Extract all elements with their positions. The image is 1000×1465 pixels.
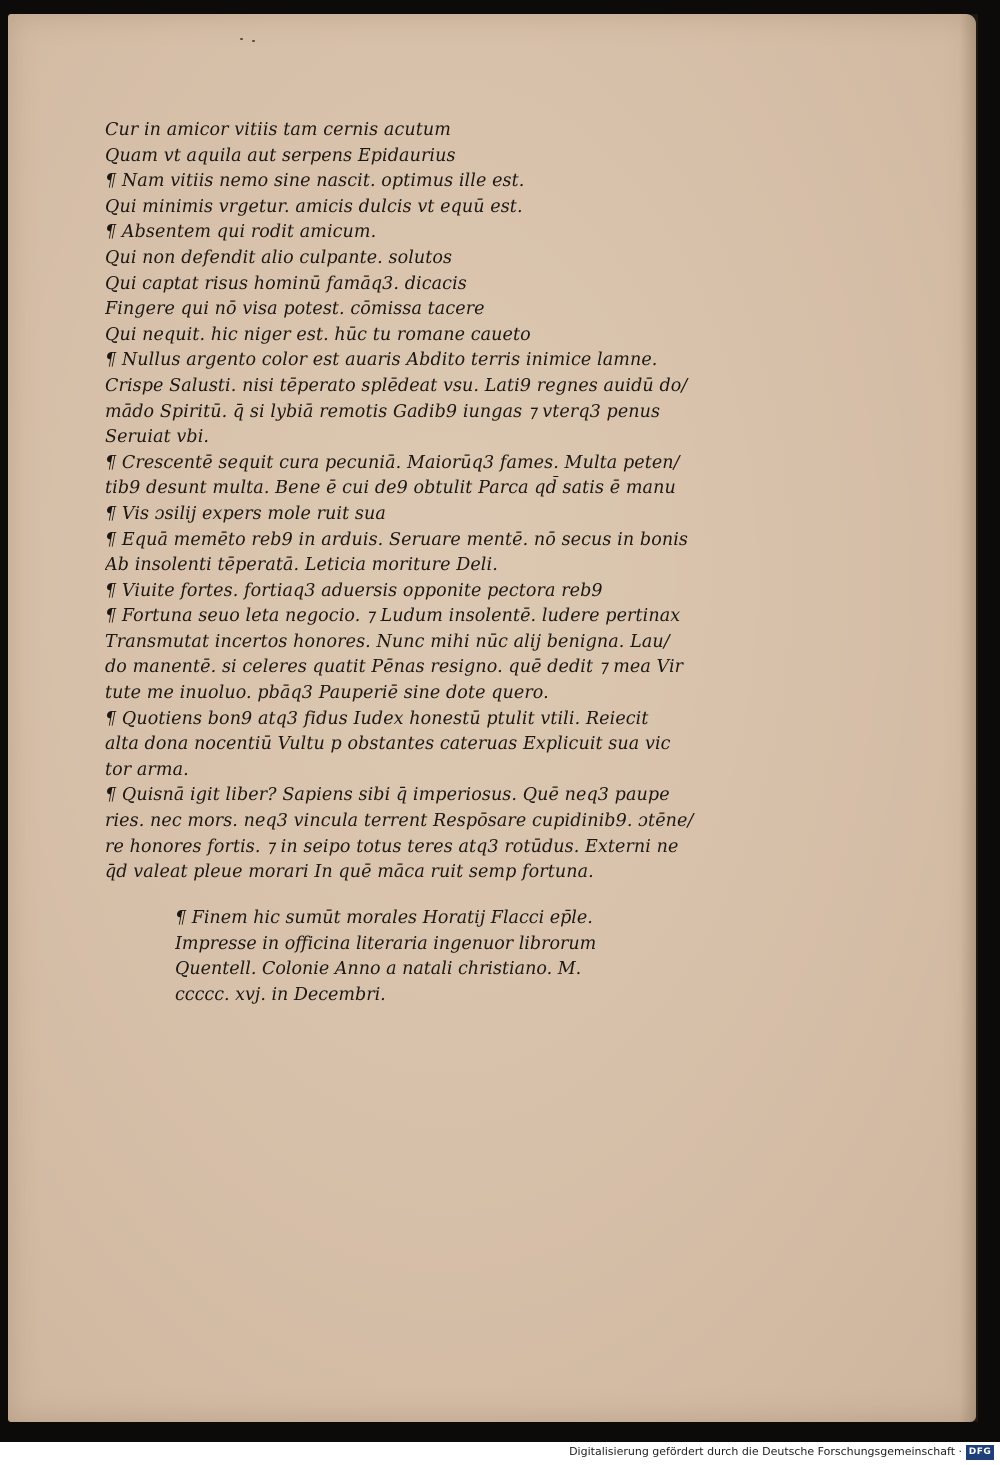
- text-line: ¶ Nullus argento color est auaris Abdito terris inimice lamne.: [105, 350, 658, 371]
- main-text: [105, 118, 745, 886]
- text-line: Quam vt aquila aut serpens Epidaurius: [105, 145, 456, 166]
- text-line: ¶ Viuite fortes. fortiaq3 aduersis opponite pectora reb9: [105, 580, 603, 601]
- text-line: tib9 desunt multa. Bene ē cui de9 obtulit Parca qd̄ satis ē manu: [105, 478, 676, 499]
- text-line: Qui minimis vrgetur. amicis dulcis vt equū est.: [105, 196, 523, 217]
- text-line: do manentē. si celeres quatit Pēnas resigno. quē dedit ⁊ mea Vir: [105, 657, 684, 678]
- text-line: ries. nec mors. neq3 vincula terrent Respōsare cupidinib9. ɔtēne/: [105, 811, 694, 832]
- paper-speck: [252, 40, 255, 42]
- text-line: mādo Spiritū. q̄ si lybiā remotis Gadib9 iungas ⁊ vterq3 penus: [105, 401, 661, 422]
- colophon: [175, 906, 675, 1008]
- text-line: ¶ Quotiens bon9 atq3 fidus Iudex honestū ptulit vtili. Reiecit: [105, 708, 649, 729]
- dfg-logo: DFG: [966, 1445, 994, 1460]
- text-line: re honores fortis. ⁊ in seipo totus teres atq3 rotūdus. Externi ne: [105, 836, 679, 857]
- text-line: Qui non defendit alio culpante. solutos: [105, 247, 453, 268]
- text-line: ¶ Equā memēto reb9 in arduis. Seruare mentē. nō secus in bonis: [105, 529, 688, 550]
- funding-credit: Digitalisierung gefördert durch die Deutsche Forschungsgemeinschaft ·: [569, 1445, 962, 1458]
- text-line: tute me inuoluo. pbāq3 Pauperiē sine dote quero.: [105, 683, 549, 704]
- text-line: Crispe Salusti. nisi tēperato splēdeat vsu. Lati9 regnes auidū do/: [105, 375, 688, 396]
- text-line: ¶ Nam vitiis nemo sine nascit. optimus ille est.: [105, 171, 525, 192]
- text-line: Qui captat risus hominū famāq3. dicacis: [105, 273, 467, 294]
- text-line: ¶ Crescentē sequit cura pecuniā. Maiorūq3 fames. Multa peten/: [105, 452, 680, 473]
- text-line: Cur in amicor vitiis tam cernis acutum: [105, 120, 451, 140]
- text-line: Transmutat incertos honores. Nunc mihi nūc alij benigna. Lau/: [105, 631, 670, 652]
- text-line: alta dona nocentiū Vultu p obstantes cateruas Explicuit sua vic: [105, 734, 671, 755]
- text-line: ¶ Quisnā igit liber? Sapiens sibi q̄ imperiosus. Quē neq3 paupe: [105, 785, 670, 806]
- text-line: Ab insolenti tēperatā. Leticia moriture Deli.: [105, 555, 498, 576]
- text-line: tor arma.: [105, 759, 189, 780]
- colophon-line: ccccc. xvj. in Decembri.: [175, 984, 386, 1005]
- text-line: ¶ Absentem qui rodit amicum.: [105, 222, 377, 243]
- paper-speck: [240, 38, 243, 40]
- text-line: ¶ Fortuna seuo leta negocio. ⁊ Ludum insolentē. ludere pertinax: [105, 606, 681, 627]
- text-line: Seruiat vbi.: [105, 427, 210, 448]
- text-line: Fingere qui nō visa potest. cōmissa tacere: [105, 299, 485, 320]
- text-line: Qui nequit. hic niger est. hūc tu romane caueto: [105, 324, 531, 345]
- colophon-line: ¶ Finem hic sumūt morales Horatij Flacci ep̄le.: [175, 908, 593, 928]
- footer-bar: [0, 1442, 1000, 1465]
- text-line: q̄d valeat pleue morari In quē māca ruit semp fortuna.: [105, 862, 594, 883]
- text-line: ¶ Vis ɔsilij expers mole ruit sua: [105, 503, 386, 524]
- colophon-line: Impresse in officina literaria ingenuor librorum: [175, 933, 597, 954]
- colophon-line: Quentell. Colonie Anno a natali christiano. M.: [175, 959, 582, 980]
